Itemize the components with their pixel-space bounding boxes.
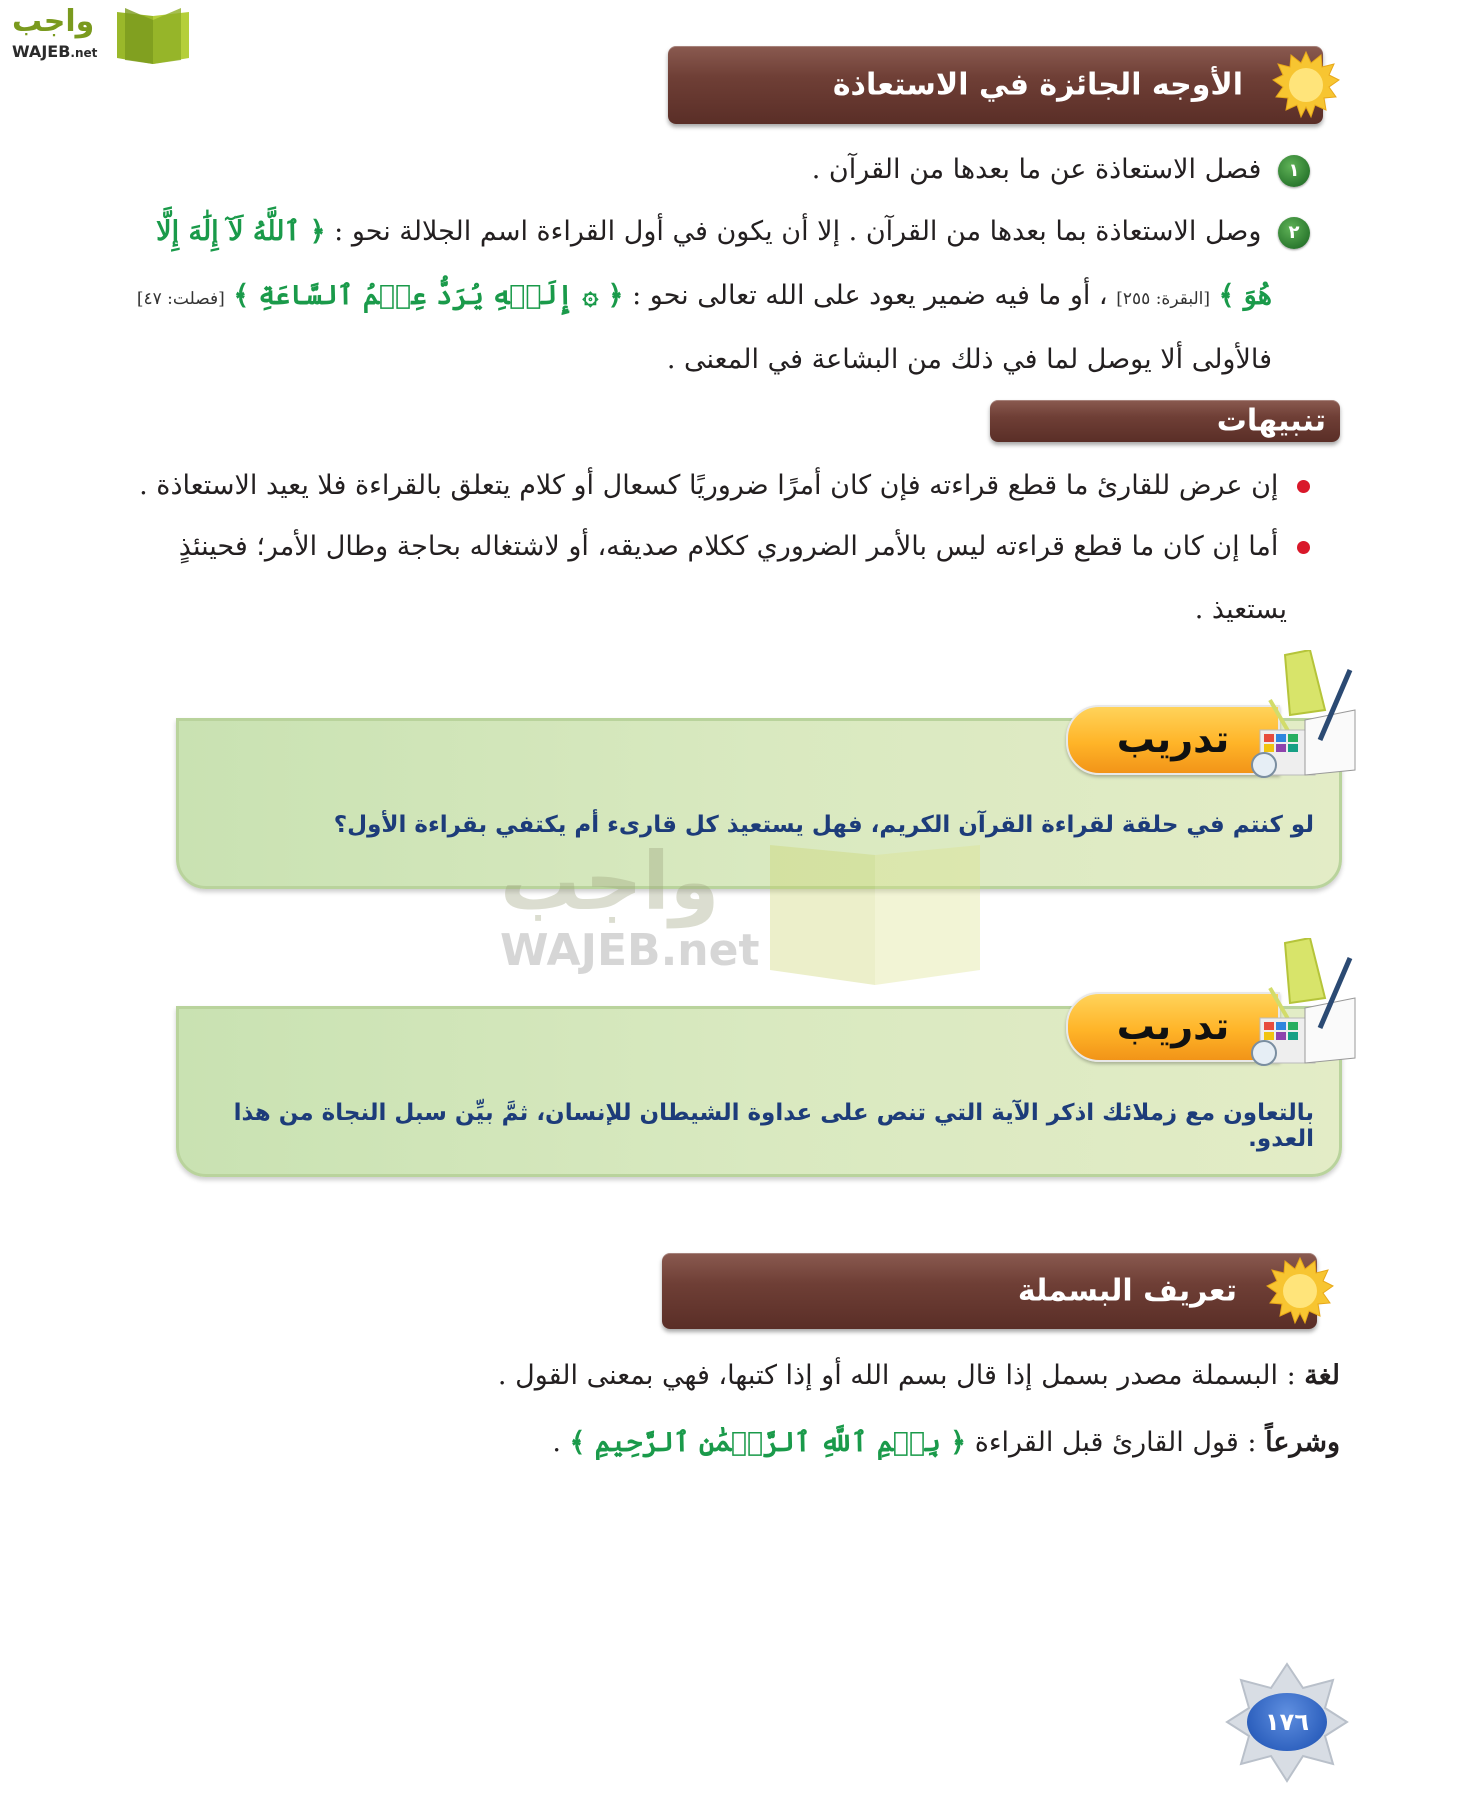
book-icon xyxy=(113,8,193,64)
note-bullet-2 xyxy=(160,527,1310,567)
verse-reference-baqarah: [البقرة: ٢٥٥] xyxy=(1116,289,1210,309)
note-2-text: أما إن كان ما قطع قراءته ليس بالأمر الضروري ككلام صديقه، أو لاشتغاله بحاجة وطال الأمر؛ فحينئذٍ xyxy=(178,531,1279,562)
watermark-arabic: واجب xyxy=(500,835,720,928)
item-1 xyxy=(210,150,1310,190)
logo-arabic-text: واجب xyxy=(12,4,95,39)
shara-text: : قول القارئ قبل القراءة xyxy=(974,1427,1257,1458)
item-2-text-b: ، أو ما فيه ضمير يعود على الله تعالى نحو : xyxy=(632,280,1108,311)
item-2-text-a: وصل الاستعاذة بما بعدها من القرآن . إلا أن يكون في أول القراءة اسم الجلالة نحو : xyxy=(334,216,1262,247)
red-bullet-icon xyxy=(1297,541,1310,554)
section-header-isti'adha xyxy=(668,46,1323,124)
verse-reference-fussilat: [فصلت: ٤٧] xyxy=(136,289,225,309)
lugha-text: : البسملة مصدر بسمل إذا قال بسم الله أو إذا كتبها، فهي بمعنى القول . xyxy=(497,1360,1296,1391)
page-number: ١٧٦ xyxy=(1247,1693,1327,1751)
quran-verse-ayat-al-kursi: ﴿ ٱللَّهُ لَآ إِلَٰهَ إِلَّا xyxy=(156,216,326,247)
page-number-badge xyxy=(1225,1660,1350,1785)
training-label-2: تدريب xyxy=(1066,992,1280,1062)
wajeb-watermark xyxy=(500,835,1020,985)
shara-end: . xyxy=(552,1427,561,1458)
training-question-1: لو كنتم في حلقة لقراءة القرآن الكريم، فهل يستعيذ كل قارىء أم يكتفي بقراءة الأول؟ xyxy=(333,812,1314,838)
notes-header xyxy=(990,400,1340,442)
quran-verse-basmala: ﴿ بِسۡمِ ٱللَّهِ ٱلرَّحۡمَٰنِ ٱلرَّحِيمِ ﴾ xyxy=(569,1427,967,1458)
note-bullet-1 xyxy=(139,466,1310,506)
item-2-line-2 xyxy=(136,276,1272,319)
lugha-definition xyxy=(340,1356,1340,1396)
training-question-2: بالتعاون مع زملائك اذكر الآية التي تنص على عداوة الشيطان للإنسان، ثمَّ بيِّن سبل النجاة من هذا العدو. xyxy=(233,1100,1314,1152)
sun-burst-icon xyxy=(1271,50,1341,120)
red-bullet-icon xyxy=(1297,480,1310,493)
number-badge-2: ٢ xyxy=(1278,217,1310,249)
note-bullet-2-cont: يستعيذ . xyxy=(1194,594,1287,625)
wajeb-logo[interactable] xyxy=(8,4,193,66)
conclusion-text: فالأولى ألا يوصل لما في ذلك من البشاعة في المعنى . xyxy=(666,344,1272,375)
number-badge-1: ١ xyxy=(1278,155,1310,187)
quran-verse-ayat-al-kursi-end: هُوَ ﴾ xyxy=(1218,280,1272,311)
desk-lamp-book-icon xyxy=(1250,650,1360,780)
note-1-text: إن عرض للقارئ ما قطع قراءته فإن كان أمرًا ضروريًا كسعال أو كلام يتعلق بالقراءة فلا يعيد الاستعاذة . xyxy=(139,470,1279,501)
watermark-english: WAJEB.net xyxy=(500,925,760,976)
sun-burst-icon xyxy=(1265,1256,1335,1326)
shara-definition xyxy=(340,1423,1340,1463)
section-title: الأوجه الجائزة في الاستعاذة xyxy=(832,67,1243,103)
section-header-basmala xyxy=(662,1253,1317,1329)
item-1-text: فصل الاستعاذة عن ما بعدها من القرآن . xyxy=(811,154,1262,185)
section-title: تعريف البسملة xyxy=(1017,1273,1237,1309)
quran-verse-fussilat: ﴿ ۞ إِلَيۡهِ يُرَدُّ عِلۡمُ ٱلسَّاعَةِ ﴾ xyxy=(233,280,624,311)
training-label-1: تدريب xyxy=(1066,705,1280,775)
shara-label: وشرعاً xyxy=(1265,1427,1340,1458)
lugha-label: لغة xyxy=(1304,1360,1340,1391)
logo-english-text: WAJEB.net xyxy=(12,42,98,61)
watermark-book-icon xyxy=(760,845,990,985)
notes-title: تنبيهات xyxy=(1216,403,1326,439)
desk-lamp-book-icon xyxy=(1250,938,1360,1068)
item-2-line-1 xyxy=(156,212,1310,252)
